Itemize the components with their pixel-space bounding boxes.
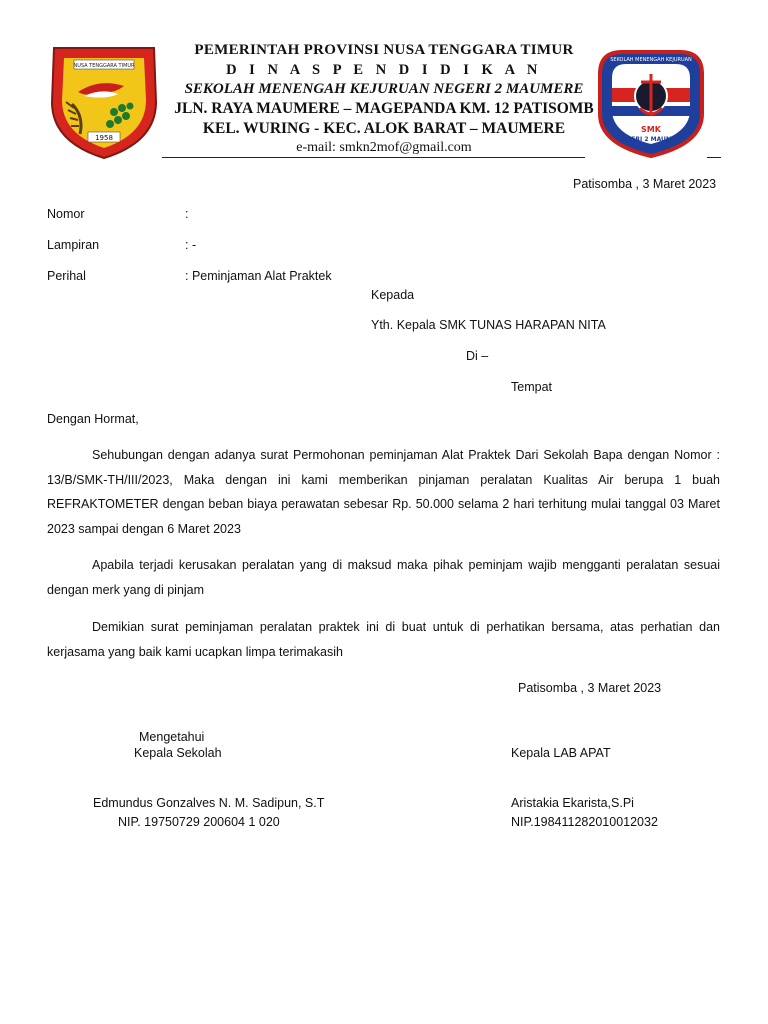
nomor-value: : <box>185 207 189 221</box>
signature-left-title2: Kepala Sekolah <box>134 746 222 760</box>
emblem-school-text: NEGERI 2 MAUMERE <box>617 136 685 143</box>
letterhead-divider-end <box>707 157 721 158</box>
letterhead-school-name: SEKOLAH MENENGAH KEJURUAN NEGERI 2 MAUMERE <box>184 81 584 97</box>
paragraph-1 <box>47 443 720 541</box>
emblem-smk-text: SMK <box>641 125 661 134</box>
letter-date-top: Patisomba , 3 Maret 2023 <box>573 177 717 191</box>
letterhead-divider <box>162 157 585 158</box>
greeting: Dengan Hormat, <box>47 412 139 426</box>
signature-right-name: Aristakia Ekarista,S.Pi <box>511 796 634 810</box>
letterhead-district: KEL. WURING - KEC. ALOK BARAT – MAUMERE <box>202 120 566 137</box>
paragraph-1-text: Sehubungan dengan adanya surat Permohonan peminjaman Alat Praktek Dari Sekolah Bapa dengan Nomor : 13/B/SMK-TH/III/2023, Maka dengan ini kami memberikan pinjaman peralatan Kualitas Air berupa 1 buah REFRAKTOMETER dengan beban biaya perawatan sebesar Rp. 50.000 selama 2 hari terhitung mulai tanggal 03 Maret 2023 sampai dengan 6 Maret 2023 <box>47 448 720 536</box>
recipient-tempat: Tempat <box>511 380 552 394</box>
crest-year-text: 1958 <box>95 134 113 142</box>
signature-right-nip: NIP.198411282010012032 <box>511 815 658 829</box>
lampiran-value: : - <box>185 238 197 252</box>
signature-left-nip: NIP. 19750729 200604 1 020 <box>118 815 280 829</box>
recipient-yth: Yth. Kepala SMK TUNAS HARAPAN NITA <box>371 318 606 332</box>
letterhead-address: JLN. RAYA MAUMERE – MAGEPANDA KM. 12 PATISOMB <box>174 100 594 117</box>
paragraph-3 <box>47 615 720 664</box>
perihal-label: Perihal <box>47 269 86 283</box>
crest-banner-text: NUSA TENGGARA TIMUR <box>73 63 135 69</box>
signature-left-title1: Mengetahui <box>139 730 205 744</box>
letterhead-department: D I N A S P E N D I D I K A N <box>226 62 542 78</box>
signature-right-title: Kepala LAB APAT <box>511 746 611 760</box>
recipient-kepada: Kepada <box>371 288 415 302</box>
letterhead-government: PEMERINTAH PROVINSI NUSA TENGGARA TIMUR <box>194 42 574 58</box>
perihal-value: : Peminjaman Alat Praktek <box>185 269 332 283</box>
nomor-label: Nomor <box>47 207 85 221</box>
signature-left-name: Edmundus Gonzalves N. M. Sadipun, S.T <box>93 796 325 810</box>
paragraph-2 <box>47 553 720 602</box>
recipient-di: Di – <box>466 349 489 363</box>
emblem-ring-text: SEKOLAH MENENGAH KEJURUAN <box>610 57 692 63</box>
paragraph-2-text: Apabila terjadi kerusakan peralatan yang di maksud maka pihak peminjam wajib mengganti peralatan sesuai dengan merk yang di pinjam <box>47 558 720 597</box>
paragraph-3-text: Demikian surat peminjaman peralatan praktek ini di buat untuk di perhatikan bersama, atas perhatian dan kerjasama yang baik kami ucapkan limpa terimakasih <box>47 620 720 659</box>
lampiran-label: Lampiran <box>47 238 100 252</box>
letter-date-bottom: Patisomba , 3 Maret 2023 <box>518 681 662 695</box>
letterhead-email: e-mail: smkn2mof@gmail.com <box>296 140 472 155</box>
